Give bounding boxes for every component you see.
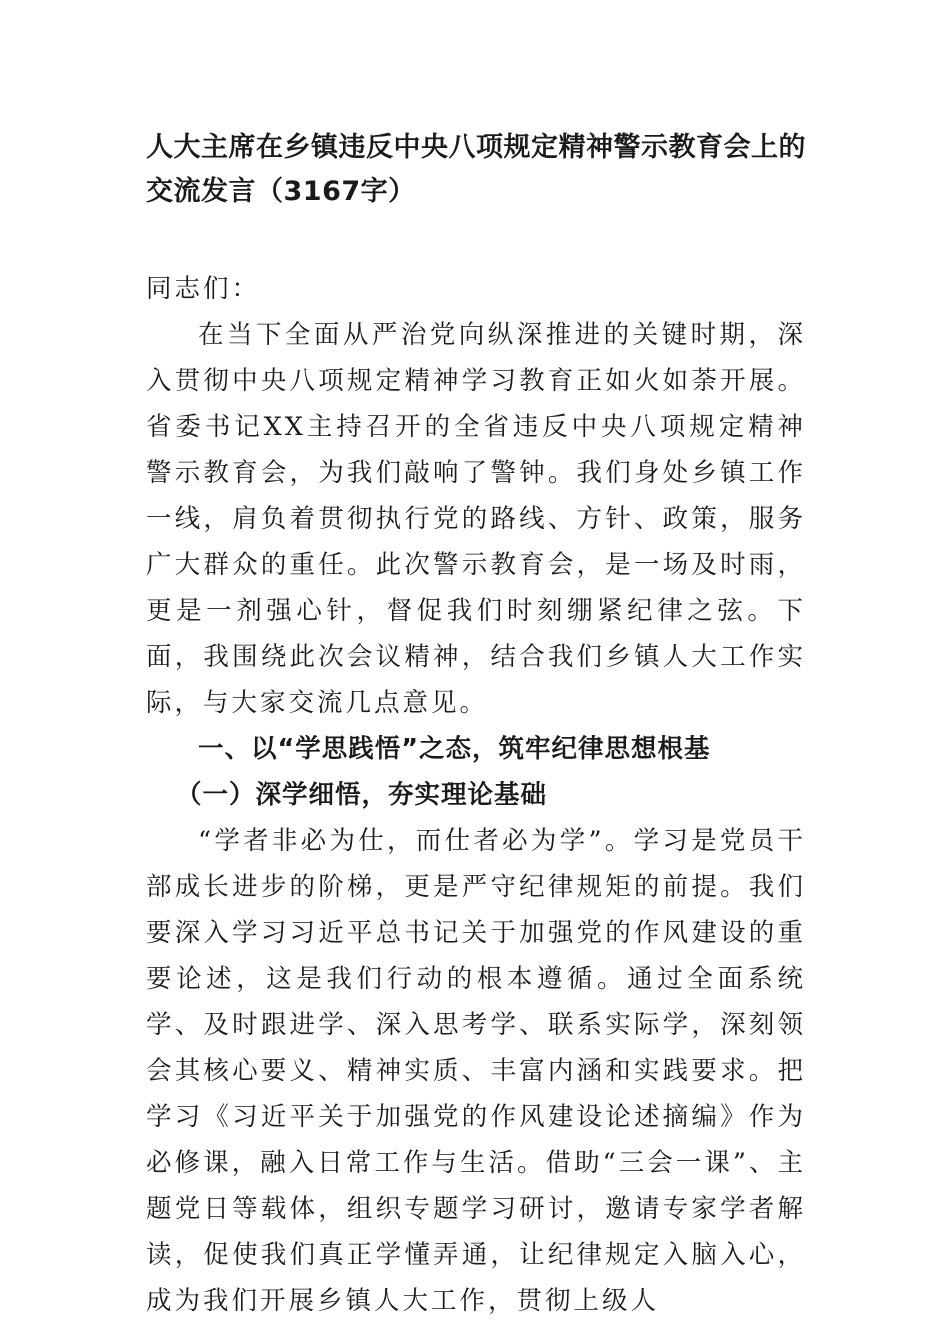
title-spacer <box>146 214 806 266</box>
document-title: 人大主席在乡镇违反中央八项规定精神警示教育会上的交流发言（3167字） <box>146 132 806 207</box>
subsection-paragraph-1: “学者非必为仕，而仕者必为学”。学习是党员干部成长进步的阶梯，更是严守纪律规矩的前提。我们要深入学习习近平总书记关于加强党的作风建设的重要论述，这是我们行动的根本遵循。通过全面系统学、及时跟进学、深入思考学、联系实际学，深刻领会其核心要义、精神实质、丰富内涵和实践要求。把学习《习近平关于加强党的作风建设论述摘编》作为必修课，融入日常工作与生活。借助“三会一课”、主题党日等载体，组织专题学习研讨，邀请专家学者解读，促使我们真正学懂弄通，让纪律规定入脑入心，成为我们开展乡镇人大工作，贯彻上级人 <box>146 826 806 1316</box>
document-page <box>146 126 806 1324</box>
intro-paragraph: 在当下全面从严治党向纵深推进的关键时期，深入贯彻中央八项规定精神学习教育正如火如荼开展。省委书记XX主持召开的全省违反中央八项规定精神警示教育会，为我们敲响了警钟。我们身处乡镇工作一线，肩负着贯彻执行党的路线、方针、政策，服务广大群众的重任。此次警示教育会，是一场及时雨，更是一剂强心针，督促我们时刻绷紧纪律之弦。下面，我围绕此次会议精神，结合我们乡镇人大工作实际，与大家交流几点意见。 <box>146 320 806 718</box>
subsection-heading-1: （一）深学细悟，夯实理论基础 <box>176 780 548 810</box>
section-heading-1: 一、以“学思践悟”之态，筑牢纪律思想根基 <box>198 734 711 764</box>
salutation: 同志们： <box>146 274 261 304</box>
